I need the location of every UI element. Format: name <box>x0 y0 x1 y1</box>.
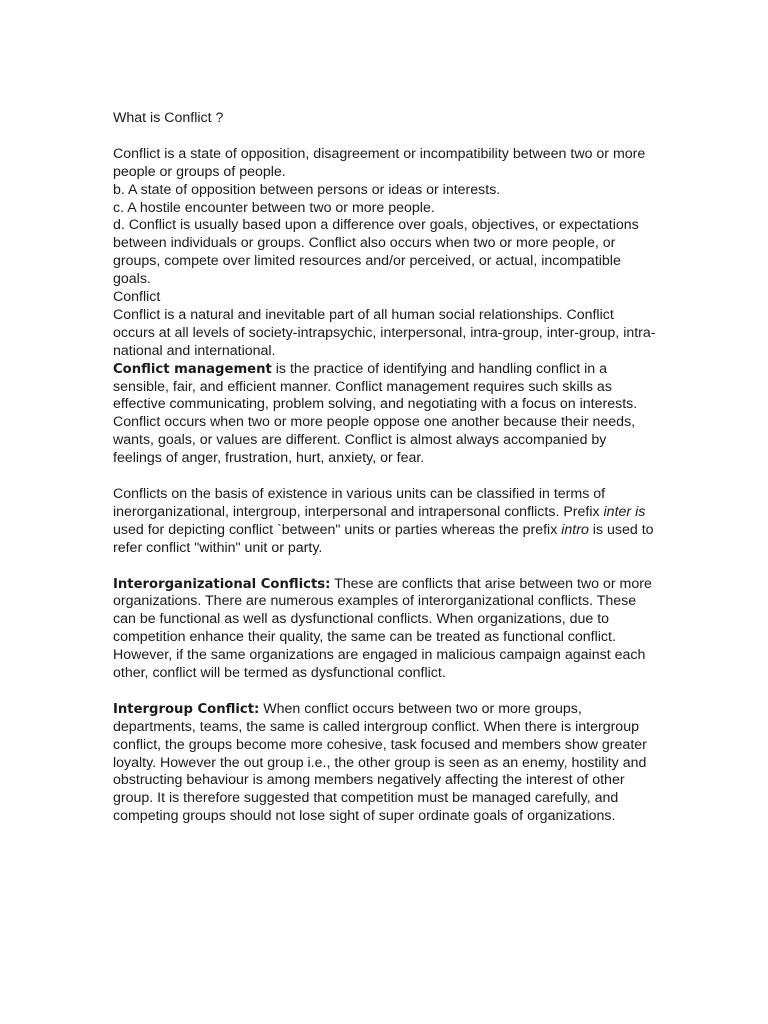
spacer <box>113 683 658 701</box>
definition-c: c. A hostile encounter between two or more people. <box>113 199 435 216</box>
intergroup-paragraph <box>113 701 658 826</box>
document-page <box>113 110 658 826</box>
conflict-paragraph: Conflict is a natural and inevitable part of all human social relationships. Conflict occurs at all levels of society-intrapsychic, interpersonal, intra-group, inter-group, intra-national and international. <box>113 306 656 359</box>
intro-term: intro <box>561 521 589 538</box>
intergroup-text: When conflict occurs between two or more groups, departments, teams, the same is called intergroup conflict. When there is intergroup conflict, the groups become more cohesive, task focused and members show greater loyalty. However the out group i.e., the other group is seen as an enemy, hostility and obstructing behaviour is among members negatively affecting the interest of other group. It is therefore suggested that competition must be managed carefully, and competing groups should not lose sight of super ordinate goals of organizations. <box>113 700 647 825</box>
conflict-heading: Conflict <box>113 289 161 306</box>
management-paragraph <box>113 361 658 415</box>
classification-text-3: is used to refer conflict "within" unit or party. <box>113 521 654 556</box>
intergroup-term: Intergroup Conflict: <box>113 701 260 717</box>
classification-text-2: used for depicting conflict `between" units or parties whereas the prefix <box>113 521 562 538</box>
document-title: What is Conflict ? <box>113 110 224 126</box>
occurs-paragraph: Conflict occurs when two or more people oppose one another because their needs, wants, goals, or values are different. Conflict is almost always accompanied by feelings of anger, frustration, hurt, anxiety, or fear. <box>113 414 636 467</box>
interorganizational-term: Interorganizational Conflicts: <box>113 576 331 592</box>
spacer <box>113 558 658 576</box>
inter-term: inter is <box>603 503 646 520</box>
definition-d: d. Conflict is usually based upon a difference over goals, objectives, or expectations between individuals or groups. Conflict also occurs when two or more people, or groups, compete over limited resources and/or perceived, or actual, incompatible goals. <box>113 217 639 288</box>
interorganizational-text: These are conflicts that arise between two or more organizations. There are numerous examples of interorganizational conflicts. These can be functional as well as dysfunctional conflicts. When organizations, due to competition enhance their quality, the same can be treated as functional conflict. However, if the same organizations are engaged in malicious campaign against each other, conflict will be termed as dysfunctional conflict. <box>113 575 652 682</box>
classification-paragraph <box>113 486 658 558</box>
interorganizational-paragraph <box>113 576 658 683</box>
definition-a: Conflict is a state of opposition, disagreement or incompatibility between two or more people or groups of people. <box>113 145 646 180</box>
classification-text-1: Conflicts on the basis of existence in various units can be classified in terms of inerorganizational, intergroup, interpersonal and intrapersonal conflicts. Prefix <box>113 486 606 520</box>
definition-b: b. A state of opposition between persons or ideas or interests. <box>113 181 501 198</box>
management-term: Conflict management <box>113 361 272 377</box>
management-text: is the practice of identifying and handling conflict in a sensible, fair, and efficient manner. Conflict management requires such skills as effective communicating, problem solving, and negotiating with a focus on interests. <box>113 360 638 413</box>
spacer <box>113 468 658 486</box>
spacer <box>113 128 658 146</box>
